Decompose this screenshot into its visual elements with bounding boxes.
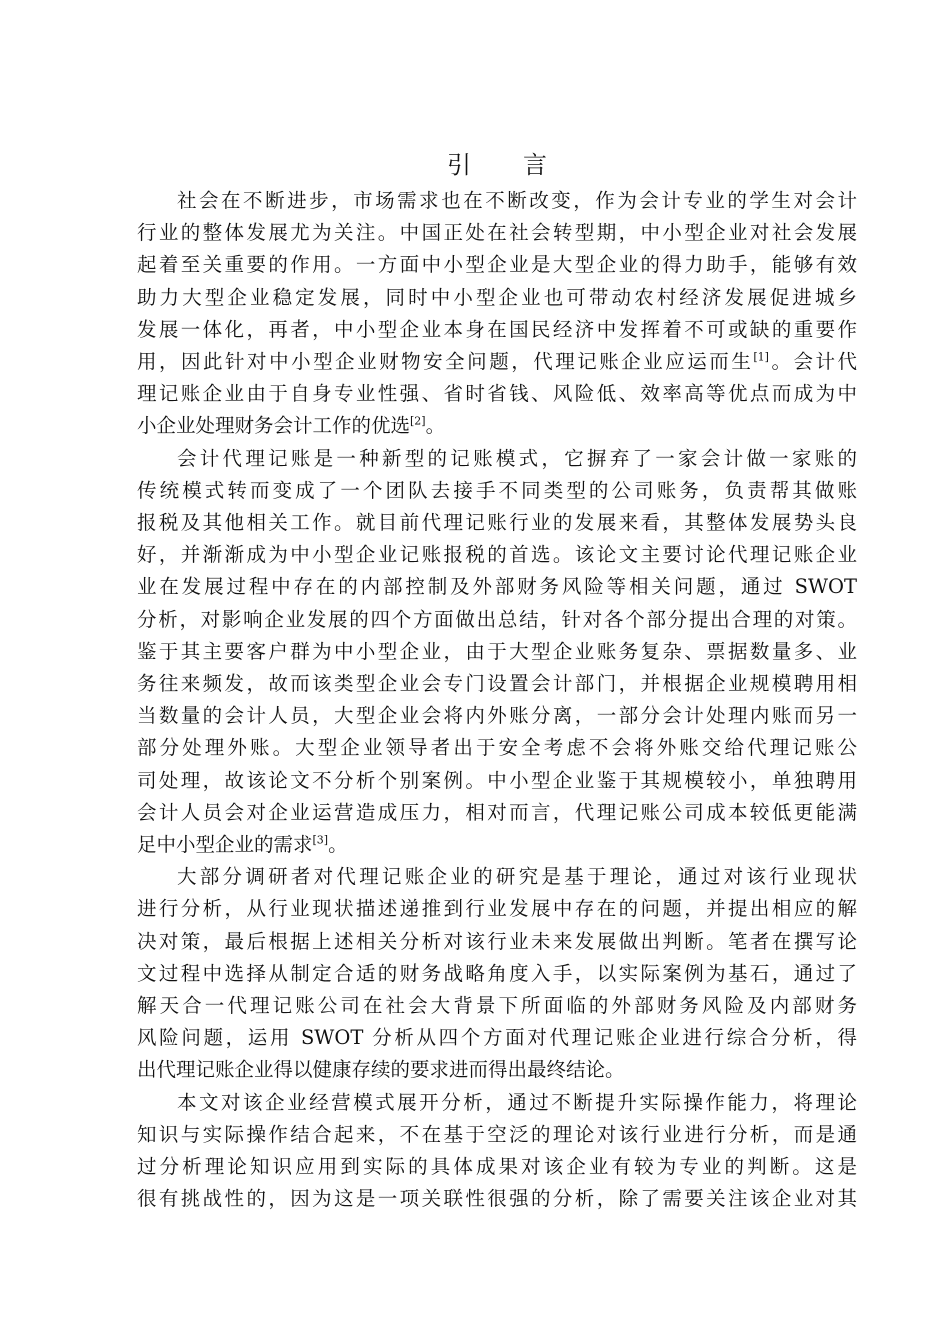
paragraph-1-line-4: 助力大型企业稳定发展，同时中小型企业也可带动农村经济发展促进城乡 bbox=[137, 285, 857, 309]
paragraph-3-line-3: 决对策，最后根据上述相关分析对该行业未来发展做出判断。笔者在撰写论 bbox=[137, 929, 857, 953]
paragraph-3 bbox=[137, 861, 857, 1086]
paragraph-1-line-8-tail: 。 bbox=[425, 414, 446, 438]
paragraph-2-line-9: 当数量的会计人员，大型企业会将内外账分离，一部分会计处理内账而另一 bbox=[137, 704, 857, 728]
paragraph-2-line-5: 业在发展过程中存在的内部控制及外部财务风险等相关问题，通过 SWOT bbox=[137, 575, 857, 599]
paragraph-2-line-3: 报税及其他相关工作。就目前代理记账行业的发展来看，其整体发展势头良 bbox=[137, 511, 857, 535]
paragraph-2-line-11: 司处理，故该论文不分析个别案例。中小型企业鉴于其规模较小，单独聘用 bbox=[137, 768, 857, 792]
paragraph-3-line-6: 风险问题，运用 SWOT 分析从四个方面对代理记账企业进行综合分析，得 bbox=[137, 1026, 857, 1050]
paragraph-2-line-4: 好，并渐渐成为中小型企业记账报税的首选。该论文主要讨论代理记账企业 bbox=[137, 543, 857, 567]
paragraph-1-line-7: 理记账企业由于自身专业性强、省时省钱、风险低、效率高等优点而成为中 bbox=[137, 382, 857, 406]
paragraph-2-line-1: 会计代理记账是一种新型的记账模式，它摒弃了一家会计做一家账的 bbox=[177, 446, 857, 470]
paragraph-3-line-2: 进行分析，从行业现状描述递推到行业发展中存在的问题，并提出相应的解 bbox=[137, 897, 857, 921]
paragraph-1-line-1: 社会在不断进步，市场需求也在不断改变，作为会计专业的学生对会计 bbox=[177, 189, 857, 212]
paragraph-4-line-2: 知识与实际操作结合起来，不在基于空泛的理论对该行业进行分析，而是通 bbox=[137, 1122, 857, 1146]
paragraph-1 bbox=[137, 185, 857, 443]
paragraph-1-line-3: 起着至关重要的作用。一方面中小型企业是大型企业的得力助手，能够有效 bbox=[137, 253, 857, 277]
paragraph-2-line-7: 鉴于其主要客户群为中小型企业，由于大型企业账务复杂、票据数量多、业 bbox=[137, 639, 857, 663]
title-char-1: 引 bbox=[447, 151, 471, 179]
paragraph-3-line-5: 解天合一代理记账公司在社会大背景下所面临的外部财务风险及内部财务 bbox=[137, 994, 857, 1018]
citation-2: [2] bbox=[410, 414, 426, 428]
paragraph-2-line-13-text: 足中小型企业的需求 bbox=[137, 833, 313, 857]
citation-1: [1] bbox=[753, 350, 769, 364]
paragraph-2-line-12: 会计人员会对企业运营造成压力，相对而言，代理记账公司成本较低更能满 bbox=[137, 800, 857, 824]
document-page bbox=[137, 145, 857, 1216]
paragraph-4-line-4: 很有挑战性的，因为这是一项关联性很强的分析，除了需要关注该企业对其 bbox=[137, 1187, 857, 1211]
paragraph-1-line-6-text: 用，因此针对中小型企业财物安全问题，代理记账企业应运而生 bbox=[137, 350, 754, 374]
paragraph-2-line-6: 分析，对影响企业发展的四个方面做出总结，针对各个部分提出合理的对策。 bbox=[137, 607, 857, 631]
paragraph-1-line-6-tail: 。会计代 bbox=[768, 350, 857, 374]
paragraph-2-line-2: 传统模式转而变成了一个团队去接手不同类型的公司账务，负责帮其做账 bbox=[137, 478, 857, 502]
paragraph-1-line-6 bbox=[137, 346, 857, 378]
citation-3: [3] bbox=[312, 833, 329, 847]
title-char-2: 言 bbox=[523, 151, 547, 179]
paragraph-3-line-1: 大部分调研者对代理记账企业的研究是基于理论，通过对该行业现状 bbox=[177, 865, 857, 889]
paragraph-1-line-8-text: 小企业处理财务会计工作的优选 bbox=[137, 414, 411, 438]
paragraph-3-line-4: 文过程中选择从制定合适的财务战略角度入手，以实际案例为基石，通过了 bbox=[137, 961, 857, 985]
paragraph-3-line-7: 出代理记账企业得以健康存续的要求进而得出最终结论。 bbox=[137, 1058, 625, 1082]
paragraph-2-line-10: 部分处理外账。大型企业领导者出于安全考虑不会将外账交给代理记账公 bbox=[137, 736, 857, 760]
paragraph-2 bbox=[137, 443, 857, 862]
paragraph-1-line-2: 行业的整体发展尤为关注。中国正处在社会转型期，中小型企业对社会发展 bbox=[137, 221, 857, 245]
paragraph-2-line-8: 务往来频发，故而该类型企业会专门设置会计部门，并根据企业规模聘用相 bbox=[137, 672, 857, 696]
paragraph-1-line-8 bbox=[137, 410, 857, 442]
paragraph-4 bbox=[137, 1087, 857, 1216]
paragraph-4-line-3: 过分析理论知识应用到实际的具体成果对该企业有较为专业的判断。这是 bbox=[137, 1155, 857, 1179]
section-title bbox=[137, 145, 857, 185]
paragraph-2-line-13 bbox=[137, 829, 857, 861]
paragraph-2-line-13-tail: 。 bbox=[328, 833, 348, 857]
paragraph-1-line-5: 发展一体化，再者，中小型企业本身在国民经济中发挥着不可或缺的重要作 bbox=[137, 317, 857, 341]
paragraph-4-line-1: 本文对该企业经营模式展开分析，通过不断提升实际操作能力，将理论 bbox=[177, 1090, 857, 1114]
